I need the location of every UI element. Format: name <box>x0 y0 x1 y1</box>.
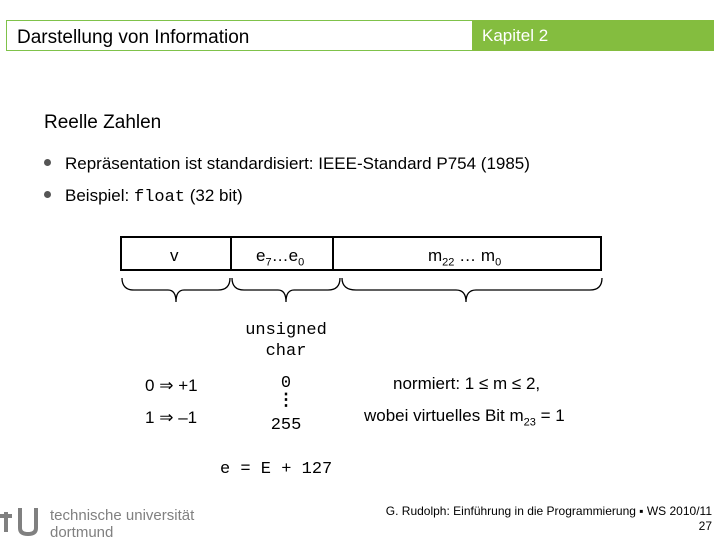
chapter-badge <box>472 20 714 51</box>
braces-graphic <box>0 276 720 306</box>
mantissa-field: $m_{22}$ … $m_0$ <box>428 246 502 269</box>
exponent-ellipsis: ⋮ <box>277 392 295 411</box>
bit-format-box <box>120 236 602 271</box>
bullet-code: float <box>134 188 186 207</box>
exponent-field: $e_7\dots e_0$ <box>256 246 305 269</box>
bullet-prefix: Beispiel: <box>65 186 130 205</box>
mantissa-brace <box>342 278 602 302</box>
field-divider <box>230 238 232 269</box>
exponent-max: 255 <box>270 416 302 435</box>
tu-logo-icon <box>0 508 36 534</box>
header-title-box <box>6 20 472 51</box>
page-title: Darstellung von Information <box>17 27 250 48</box>
field-divider <box>332 238 334 269</box>
bullet-dot-icon <box>44 159 51 166</box>
bullet-suffix: (32 bit) <box>189 186 243 205</box>
section-title: Reelle Zahlen <box>44 112 162 133</box>
logo-line1: technische universität <box>50 507 195 524</box>
bullet-item <box>44 186 243 207</box>
sign-field: v <box>170 246 179 265</box>
university-logo <box>0 500 220 545</box>
page-number: 27 <box>698 519 712 533</box>
exponent-type-line1: unsigned <box>245 321 327 340</box>
chapter-label: Kapitel 2 <box>482 26 549 45</box>
bias-formula: e = E + 127 <box>220 460 333 479</box>
mantissa-note-line2: wobei virtuelles Bit $m_{23} = 1$ <box>364 406 565 429</box>
mantissa-note-line1: normiert: 1 ≤ m ≤ 2, <box>393 374 541 393</box>
bullet-text: Repräsentation ist standardisiert: IEEE-Standard P754 (1985) <box>65 154 530 173</box>
exponent-type-label <box>236 320 336 362</box>
exponent-type-line2: char <box>265 342 307 361</box>
sign-map-row: 1 ⇒ –1 <box>145 408 198 427</box>
exponent-min: 0 <box>280 374 292 393</box>
exponent-brace <box>232 278 340 302</box>
sign-brace <box>122 278 230 302</box>
bullet-item <box>44 154 530 174</box>
footer <box>386 504 712 534</box>
bullet-dot-icon <box>44 191 51 198</box>
sign-map-row: 0 ⇒ +1 <box>145 376 198 395</box>
logo-line2: dortmund <box>50 524 114 540</box>
footer-citation: G. Rudolph: Einführung in die Programmierung ▪ WS 2010/11 <box>385 504 712 518</box>
